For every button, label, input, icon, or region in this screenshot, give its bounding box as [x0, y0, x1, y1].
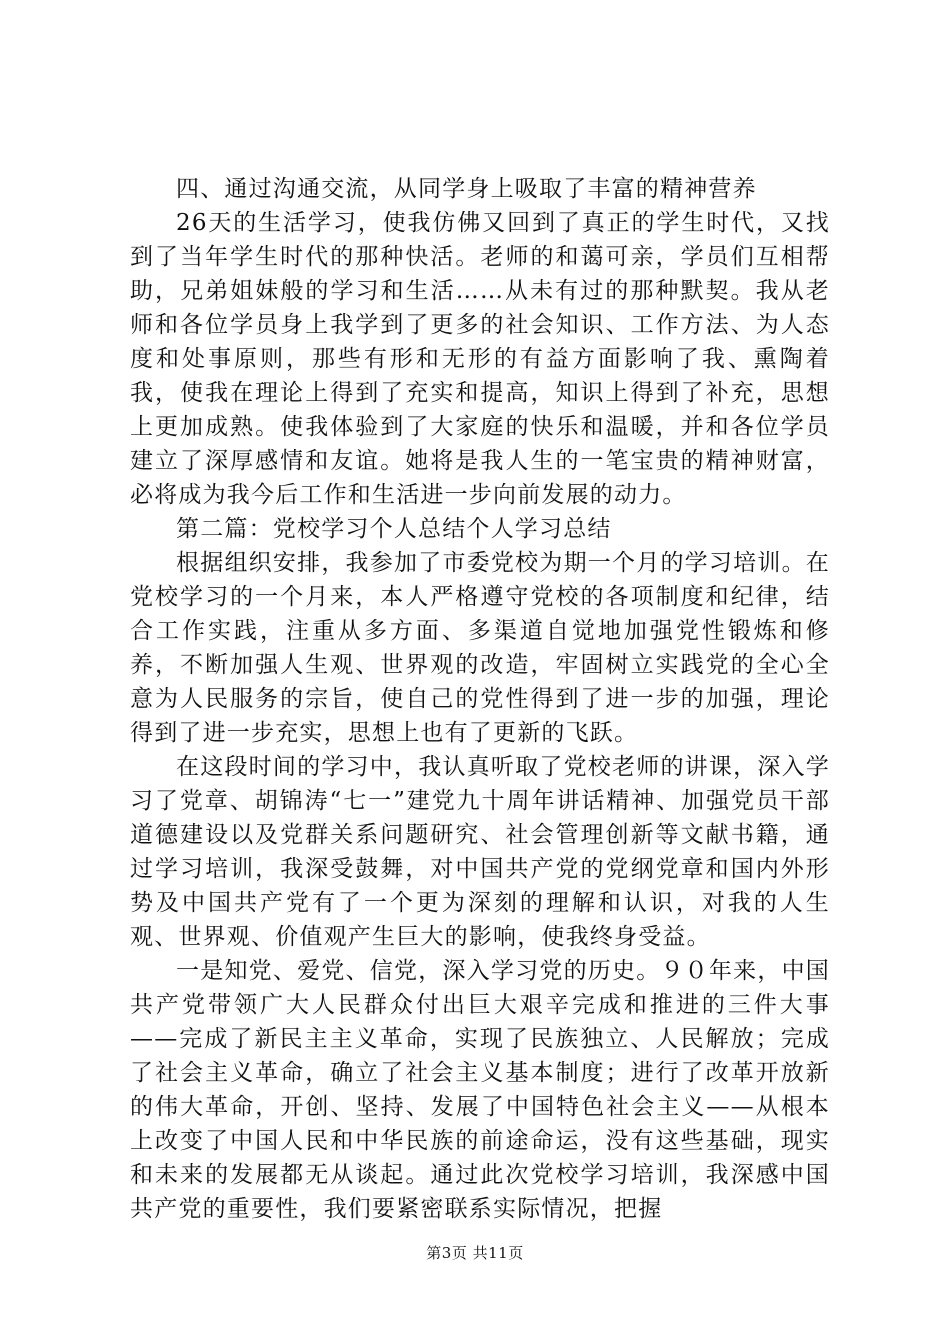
- chapter-title-second: 第二篇：党校学习个人总结个人学习总结: [176, 516, 612, 542]
- page-number: 第3页 共11页: [426, 1244, 524, 1262]
- section-heading-four: 四、通过沟通交流，从同学身上吸取了丰富的精神营养: [176, 176, 757, 202]
- body-paragraph: 26天的生活学习，使我仿佛又回到了真正的学生时代，又找到了当年学生时代的那种快活。老师的和蔼可亲，学员们互相帮助，兄弟姐妹般的学习和生活……从未有过的那种默契。我从老师和各位学员身上我学到了更多的社会知识、工作方法、为人态度和处事原则，那些有形和无形的有益方面影响了我、熏陶着我，使我在理论上得到了充实和提高，知识上得到了补充，思想上更加成熟。使我体验到了大家庭的快乐和温暖，并和各位学员建立了深厚感情和友谊。她将是我人生的一笔宝贵的精神财富，必将成为我今后工作和生活进一步向前发展的动力。: [130, 210, 830, 508]
- document-body: [130, 172, 830, 1226]
- body-paragraph: 根据组织安排，我参加了市委党校为期一个月的学习培训。在党校学习的一个月来，本人严格遵守党校的各项制度和纪律，结合工作实践，注重从多方面、多渠道自觉地加强党性锻炼和修养，不断加强人生观、世界观的改造，牢固树立实践党的全心全意为人民服务的宗旨，使自己的党性得到了进一步的加强，理论得到了进一步充实，思想上也有了更新的飞跃。: [130, 550, 830, 746]
- body-paragraph: 在这段时间的学习中，我认真听取了党校老师的讲课，深入学习了党章、胡锦涛“七一”建党九十周年讲话精神、加强党员干部道德建设以及党群关系问题研究、社会管理创新等文献书籍，通过学习培训，我深受鼓舞，对中国共产党的党纲党章和国内外形势及中国共产党有了一个更为深刻的理解和认识，对我的人生观、世界观、价值观产生巨大的影响，使我终身受益。: [130, 754, 830, 950]
- body-paragraph: 一是知党、爱党、信党，深入学习党的历史。９０年来，中国共产党带领广大人民群众付出巨大艰辛完成和推进的三件大事——完成了新民主主义革命，实现了民族独立、人民解放；完成了社会主义革命，确立了社会主义基本制度；进行了改革开放新的伟大革命，开创、坚持、发展了中国特色社会主义——从根本上改变了中国人民和中华民族的前途命运，没有这些基础，现实和未来的发展都无从谈起。通过此次党校学习培训，我深感中国共产党的重要性，我们要紧密联系实际情况，把握: [130, 958, 830, 1222]
